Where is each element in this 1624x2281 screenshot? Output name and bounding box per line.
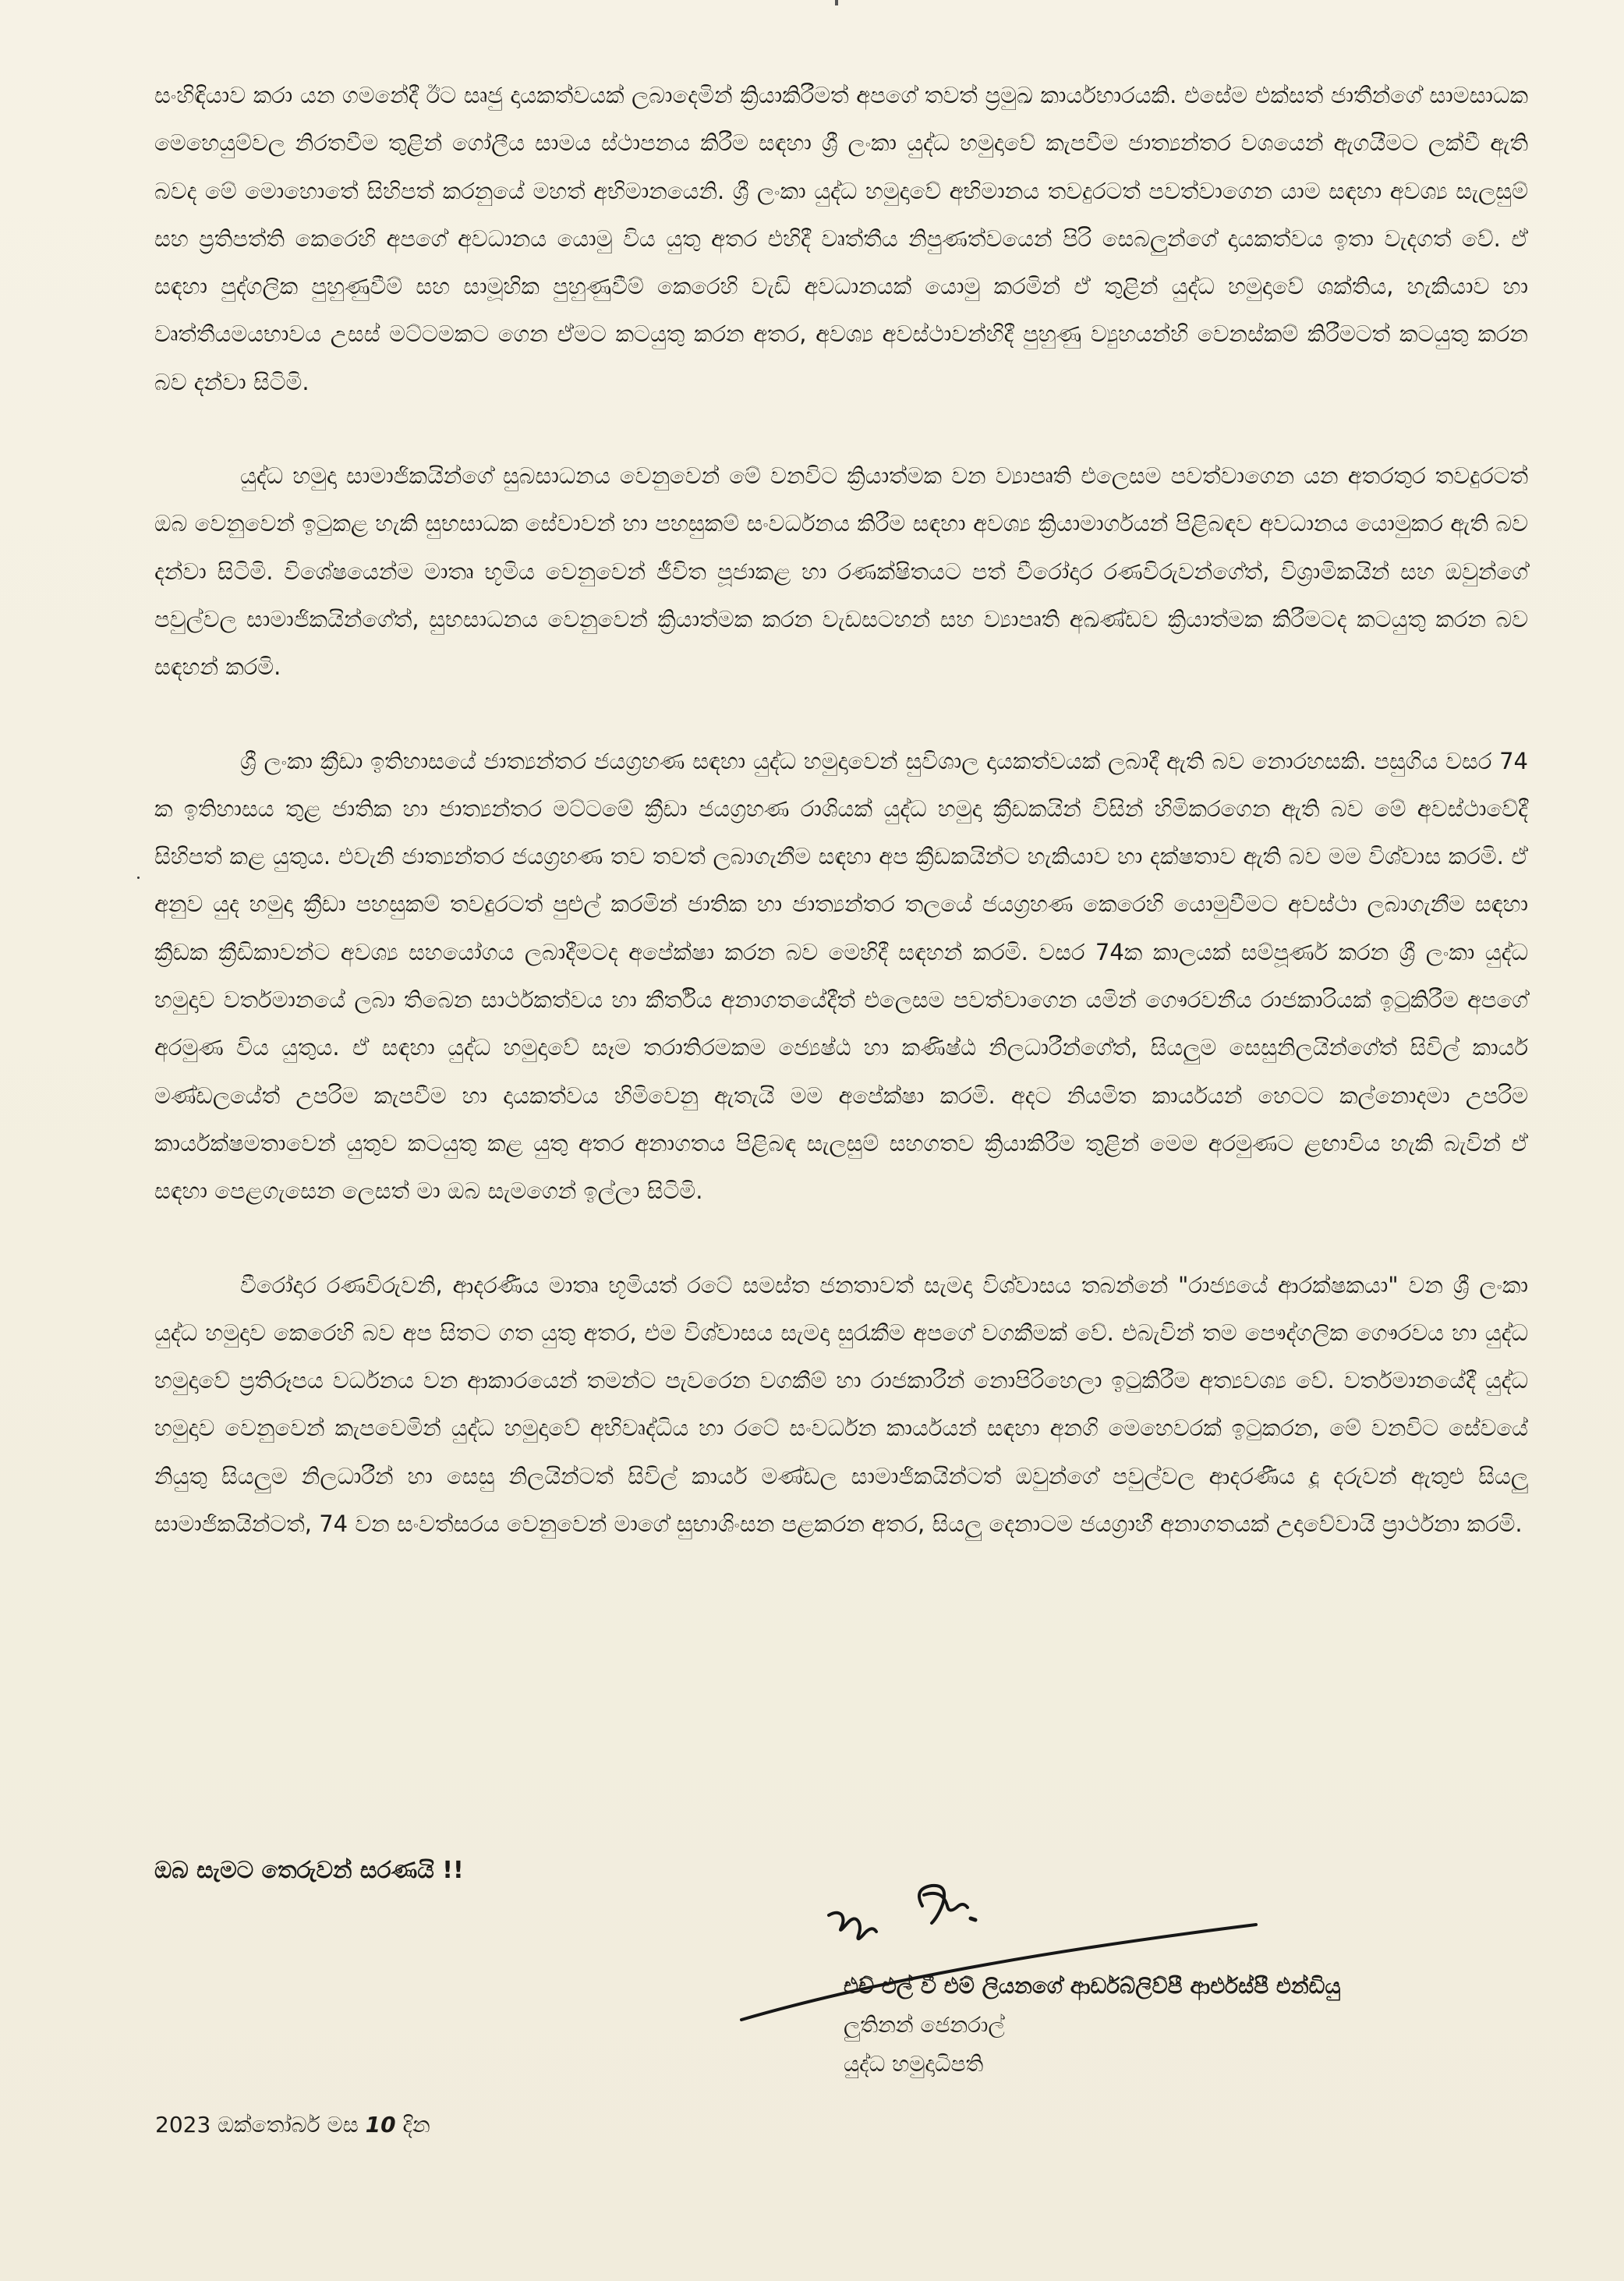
letter-date	[155, 2112, 430, 2138]
paragraph-4: වීරෝදාර රණවිරුවනි, ආදරණීය මාතෘ භූමියත් රටේ සමස්ත ජනතාවත් සැමදා විශ්වාසය තබන්නේ "රාජ්‍යයේ ආරක්ෂකයා" වන ශ්‍රී ලංකා යුද්ධ හමුදාව කෙරෙහි බව අප සිතට ගත යුතු අතර, එම විශ්වාසය සැමදා සුරැකීම අපගේ වගකීමක් වේ. එබැවින් තම පෞද්ගලික ගෞරවය හා යුද්ධ හමුදාවේ ප්‍රතිරූපය වර්ධනය වන ආකාරයෙන් තමන්ට පැවරෙන වගකීම් හා රාජකාරීන් නොපිරිහෙලා ඉටුකිරීම අත්‍යවශ්‍ය වේ. වර්තමානයේදී යුද්ධ හමුදාව වෙනුවෙන් කැපවෙමින් යුද්ධ හමුදාවේ අභිවෘද්ධිය හා රටේ සංවර්ධන කාර්යයන් සඳහා අනගි මෙහෙවරක් ඉටුකරන, මේ වනවිට සේවයේ නියුතු සියලුම නිලධාරීන් හා සෙසු නිලයින්ටත් සිවිල් කාර්ය මණ්ඩල සාමාජිකයින්ටත් ඔවුන්ගේ පවුල්වල ආදරණීය දූ දරුවන් ඇතුළු සියලු සාමාජිකයින්ටත්, 74 වන සංවත්සරය වෙනුවෙන් මාගේ සුභාශිංසන පළකරන අතර, සියලු දෙනාටම ජයග්‍රාහී අනාගතයක් උදාවේවායි ප්‍රාර්ථනා කරමි.	[154, 1271, 1528, 1538]
date-prefix: 2023 ඔක්තෝබර් මස	[155, 2112, 359, 2138]
signatory-rank: ලුතිනන් ජෙනරාල්	[844, 2012, 1005, 2038]
date-suffix: දින	[402, 2112, 430, 2138]
signatory-block	[844, 1967, 1340, 2084]
signatory-appointment: යුද්ධ හමුදාධිපති	[844, 2051, 984, 2077]
closing-blessing: ඔබ සැමට තෙරුවන් සරණයි !!	[154, 1857, 464, 1884]
scan-mark	[835, 0, 838, 5]
ink-speck	[137, 877, 140, 879]
paragraph-3: ශ්‍රී ලංකා ක්‍රීඩා ඉතිහාසයේ ජාත්‍යන්තර ජයග්‍රහණ සඳහා යුද්ධ හමුදාවෙන් සුවිශාල දායකත්වයක් ලබාදී ඇති බව නොරහසකි. පසුගිය වසර 74 ක ඉතිහාසය තුළ ජාතික හා ජාත්‍යන්තර මට්ටමේ ක්‍රීඩා ජයග්‍රහණ රාශියක් යුද්ධ හමුදා ක්‍රීඩකයින් විසින් හිමිකරගෙන ඇති බව මේ අවස්ථාවේදී සිහිපත් කළ යුතුය. එවැනි ජාත්‍යන්තර ජයග්‍රහණ තව තවත් ලබාගැනීම සඳහා අප ක්‍රීඩකයින්ට හැකියාව හා දක්ෂතාව ඇති බව මම විශ්වාස කරමි. ඒ අනුව යුද හමුදා ක්‍රීඩා පහසුකම් තවදුරටත් පුළුල් කරමින් ජාතික හා ජාත්‍යන්තර තලයේ ජයග්‍රහණ කෙරෙහි යොමුවීමට අවස්ථා ලබාගැනීම සඳහා ක්‍රීඩක ක්‍රීඩිකාවන්ට අවශ්‍ය සහයෝගය ලබාදීමටද අපේක්ෂා කරන බව මෙහිදී සඳහන් කරමි. වසර 74ක කාලයක් සම්පූර්ණ කරන ශ්‍රී ලංකා යුද්ධ හමුදාව වර්තමානයේ ලබා තිබෙන සාර්ථකත්වය හා කීර්තිය අනාගතයේදීත් එලෙසම පවත්වාගෙන යමින් ගෞරවනීය රාජකාරියක් ඉටුකිරීම අපගේ අරමුණ විය යුතුය. ඒ සඳහා යුද්ධ හමුදාවේ සෑම තරාතිරමකම ජ්‍යෙෂ්ඨ හා කණිෂ්ඨ නිලධාරීන්ගේත්, සියලුම සෙසුනිලයින්ගේත් සිවිල් කාර්ය මණ්ඩලයේත් උපරිම කැපවීම හා දායකත්වය හිමිවෙනු ඇතැයි මම අපේක්ෂා කරමි. අදට නියමිත කාර්යයන් හෙටට කල්නොදමා උපරිම කාර්යක්ෂමතාවෙන් යුතුව කටයුතු කළ යුතු අතර අනාගතය පිළිබඳ සැලසුම් සහගතව ක්‍රියාකිරීම තුළින් මෙම අරමුණට ළඟාවිය හැකි බැවින් ඒ සඳහා පෙළගැසෙන ලෙසත් මා ඔබ සැමගෙන් ඉල්ලා සිටිමි.	[154, 747, 1528, 1205]
signatory-name: එච් එල් වී එම් ලියනගේ ආර්ඩබ්ලිව්පී ආර්එස්පී එන්ඩියු	[844, 1973, 1341, 1999]
paragraph-2: යුද්ධ හමුදා සාමාජිකයින්ගේ සුබසාධනය වෙනුවෙන් මේ වනවිට ක්‍රියාත්මක වන ව්‍යාපෘති එලෙසම පවත්වාගෙන යන අතරතුර තවදුරටත් ඔබ වෙනුවෙන් ඉටුකළ හැකි සුභසාධක සේවාවන් හා පහසුකම් සංවර්ධනය කිරීම සඳහා අවශ්‍ය ක්‍රියාමාර්ගයන් පිළිබඳව අවධානය යොමුකර ඇති බව දන්වා සිටිමි. විශේෂයෙන්ම මාතෘ භූමිය වෙනුවෙන් ජීවිත පූජාකළ හා රණක්ෂිතයට පත් වීරෝදාර රණවිරුවන්ගේත්, විශ්‍රාමිකයින් සහ ඔවුන්ගේ පවුල්වල සාමාජිකයින්ගේත්, සුභසාධනය වෙනුවෙන් ක්‍රියාත්මක කරන වැඩසටහන් සහ ව්‍යාපෘති අඛණ්ඩව ක්‍රියාත්මක කිරීමටද කටයුතු කරන බව සඳහන් කරමි.	[154, 462, 1528, 681]
letter-body	[154, 72, 1528, 1594]
date-day: 10	[365, 2112, 396, 2138]
paragraph-1: සංහිඳියාව කරා යන ගමනේදී ඊට සෘජු දායකත්වයක් ලබාදෙමින් ක්‍රියාකිරීමත් අපගේ තවත් ප්‍රමුඛ කාර්යභාරයකි. එසේම එක්සත් ජාතීන්ගේ සාමසාධක මෙහෙයුම්වල නිරතවීම තුළින් ගෝලීය සාමය ස්ථාපනය කිරීම සඳහා ශ්‍රී ලංකා යුද්ධ හමුදාවේ කැපවීම ජාත්‍යන්තර වශයෙන් ඇගයීමට ලක්වී ඇති බවද මේ මොහොතේ සිහිපත් කරනුයේ මහත් අභිමානයෙනි. ශ්‍රී ලංකා යුද්ධ හමුදාවේ අභිමානය තවදුරටත් පවත්වාගෙන යාම සඳහා අවශ්‍ය සැලසුම් සහ ප්‍රතිපත්ති කෙරෙහි අපගේ අවධානය යොමු විය යුතු අතර එහිදී වෘත්තීය නිපුණත්වයෙන් පිරි සෙබලුන්ගේ දායකත්වය ඉතා වැදගත් වේ. ඒ සඳහා පුද්ගලික පුහුණුවීම් සහ සාමූහික පුහුණුවීම් කෙරෙහි වැඩි අවධානයක් යොමු කරමින් ඒ තුළින් යුද්ධ හමුදාවේ ශක්තිය, හැකියාව හා වෘත්තීයමයභාවය උසස් මට්ටමකට ගෙන ඒමට කටයුතු කරන අතර, අවශ්‍ය අවස්ථාවන්හිදී පුහුණු ව්‍යුහයන්හි වෙනස්කම් කිරීමටත් කටයුතු කරන බව දන්වා සිටිමි.	[154, 82, 1528, 395]
